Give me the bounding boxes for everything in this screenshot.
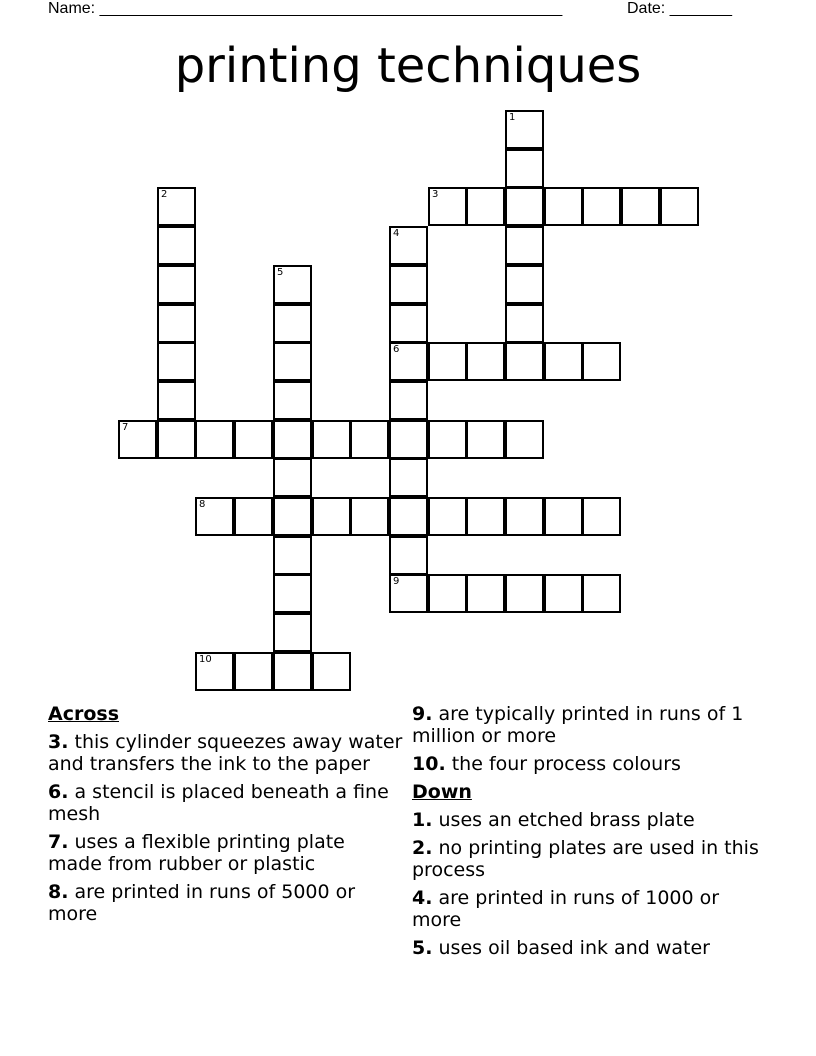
clue-number: 9. (412, 703, 433, 725)
across-clue-10 (412, 753, 772, 775)
crossword-cell[interactable] (273, 381, 312, 420)
page-title: printing techniques (174, 38, 642, 94)
cell-number: 8 (199, 499, 206, 510)
crossword-cell[interactable] (389, 342, 428, 381)
crossword-cell[interactable] (389, 265, 428, 304)
crossword-cell[interactable] (505, 574, 544, 613)
cell-number: 4 (393, 228, 400, 239)
clue-number: 10. (412, 753, 446, 775)
crossword-cell[interactable] (428, 497, 467, 536)
cell-number: 9 (393, 576, 400, 587)
clue-number: 1. (412, 809, 433, 831)
clue-text: this cylinder squeezes away water and transfers the ink to the paper (48, 731, 403, 775)
crossword-cell[interactable] (312, 497, 351, 536)
crossword-cell[interactable] (466, 420, 505, 459)
down-clue-2 (412, 837, 772, 881)
clue-text: the four process colours (451, 753, 681, 775)
clue-number: 4. (412, 887, 433, 909)
crossword-cell[interactable] (234, 652, 273, 691)
crossword-cell[interactable] (621, 187, 660, 226)
crossword-cell[interactable] (505, 265, 544, 304)
crossword-cell[interactable] (273, 458, 312, 497)
crossword-cell[interactable] (505, 110, 544, 149)
crossword-cell[interactable] (544, 187, 583, 226)
cell-number: 7 (122, 422, 129, 433)
crossword-cell[interactable] (118, 420, 157, 459)
across-clue-7 (48, 831, 404, 875)
clue-number: 2. (412, 837, 433, 859)
crossword-cell[interactable] (505, 187, 544, 226)
crossword-cell[interactable] (157, 342, 196, 381)
crossword-cell[interactable] (660, 187, 699, 226)
crossword-cell[interactable] (505, 342, 544, 381)
crossword-cell[interactable] (195, 420, 234, 459)
across-clue-9 (412, 703, 772, 747)
crossword-cell[interactable] (157, 265, 196, 304)
name-field[interactable]: Name: ____________________________________________________ (48, 0, 563, 17)
across-heading: Across (48, 703, 120, 725)
crossword-cell[interactable] (273, 574, 312, 613)
cell-number: 6 (393, 344, 400, 355)
crossword-cell[interactable] (350, 420, 389, 459)
crossword-cell[interactable] (273, 497, 312, 536)
crossword-cell[interactable] (582, 342, 621, 381)
crossword-cell[interactable] (389, 304, 428, 343)
clue-text: uses a flexible printing plate made from rubber or plastic (48, 831, 345, 875)
crossword-cell[interactable] (157, 381, 196, 420)
crossword-cell[interactable] (389, 226, 428, 265)
clue-number: 6. (48, 781, 69, 803)
crossword-cell[interactable] (389, 536, 428, 575)
crossword-cell[interactable] (389, 420, 428, 459)
crossword-cell[interactable] (428, 187, 467, 226)
crossword-cell[interactable] (466, 497, 505, 536)
cell-number: 3 (432, 189, 439, 200)
clue-text: are printed in runs of 1000 or more (412, 887, 720, 931)
crossword-cell[interactable] (157, 187, 196, 226)
crossword-cell[interactable] (273, 613, 312, 652)
crossword-cell[interactable] (273, 304, 312, 343)
clue-number: 8. (48, 881, 69, 903)
clues-left-column (48, 703, 404, 931)
cell-number: 10 (199, 654, 212, 665)
down-clue-1 (412, 809, 772, 831)
down-heading: Down (412, 781, 472, 803)
across-clue-3 (48, 731, 404, 775)
clues-right-column (412, 703, 772, 965)
crossword-cell[interactable] (273, 420, 312, 459)
crossword-cell[interactable] (234, 497, 273, 536)
cell-number: 5 (277, 267, 284, 278)
down-clue-4 (412, 887, 772, 931)
crossword-cell[interactable] (157, 420, 196, 459)
crossword-cell[interactable] (505, 149, 544, 188)
across-clue-6 (48, 781, 404, 825)
clue-text: a stencil is placed beneath a fine mesh (48, 781, 389, 825)
crossword-cell[interactable] (505, 226, 544, 265)
crossword-cell[interactable] (312, 420, 351, 459)
down-clue-5 (412, 937, 772, 959)
crossword-cell[interactable] (505, 420, 544, 459)
clue-text: uses an etched brass plate (438, 809, 695, 831)
crossword-cell[interactable] (195, 652, 234, 691)
crossword-cell[interactable] (582, 187, 621, 226)
crossword-cell[interactable] (466, 342, 505, 381)
clue-number: 3. (48, 731, 69, 753)
crossword-cell[interactable] (544, 342, 583, 381)
crossword-cell[interactable] (505, 497, 544, 536)
crossword-cell[interactable] (350, 497, 389, 536)
crossword-cell[interactable] (389, 574, 428, 613)
crossword-cell[interactable] (505, 304, 544, 343)
crossword-cell[interactable] (428, 420, 467, 459)
crossword-cell[interactable] (428, 342, 467, 381)
crossword-cell[interactable] (273, 652, 312, 691)
clue-text: are printed in runs of 5000 or more (48, 881, 356, 925)
crossword-cell[interactable] (582, 574, 621, 613)
clue-number: 5. (412, 937, 433, 959)
crossword-cell[interactable] (157, 226, 196, 265)
crossword-cell[interactable] (389, 497, 428, 536)
crossword-cell[interactable] (428, 574, 467, 613)
crossword-cell[interactable] (273, 265, 312, 304)
crossword-cell[interactable] (582, 497, 621, 536)
date-field[interactable]: Date: _______ (627, 0, 732, 17)
crossword-cell[interactable] (389, 458, 428, 497)
crossword-cell[interactable] (466, 187, 505, 226)
crossword-cell[interactable] (195, 497, 234, 536)
crossword-cell[interactable] (544, 497, 583, 536)
crossword-cell[interactable] (466, 574, 505, 613)
clue-text: no printing plates are used in this process (412, 837, 759, 881)
crossword-cell[interactable] (273, 536, 312, 575)
clue-number: 7. (48, 831, 69, 853)
cell-number: 1 (509, 112, 516, 123)
across-clue-8 (48, 881, 404, 925)
cell-number: 2 (161, 189, 168, 200)
crossword-cell[interactable] (544, 574, 583, 613)
crossword-cell[interactable] (389, 381, 428, 420)
clue-text: are typically printed in runs of 1 million or more (412, 703, 744, 747)
crossword-cell[interactable] (312, 652, 351, 691)
crossword-cell[interactable] (273, 342, 312, 381)
clue-text: uses oil based ink and water (438, 937, 710, 959)
crossword-cell[interactable] (234, 420, 273, 459)
crossword-cell[interactable] (157, 304, 196, 343)
